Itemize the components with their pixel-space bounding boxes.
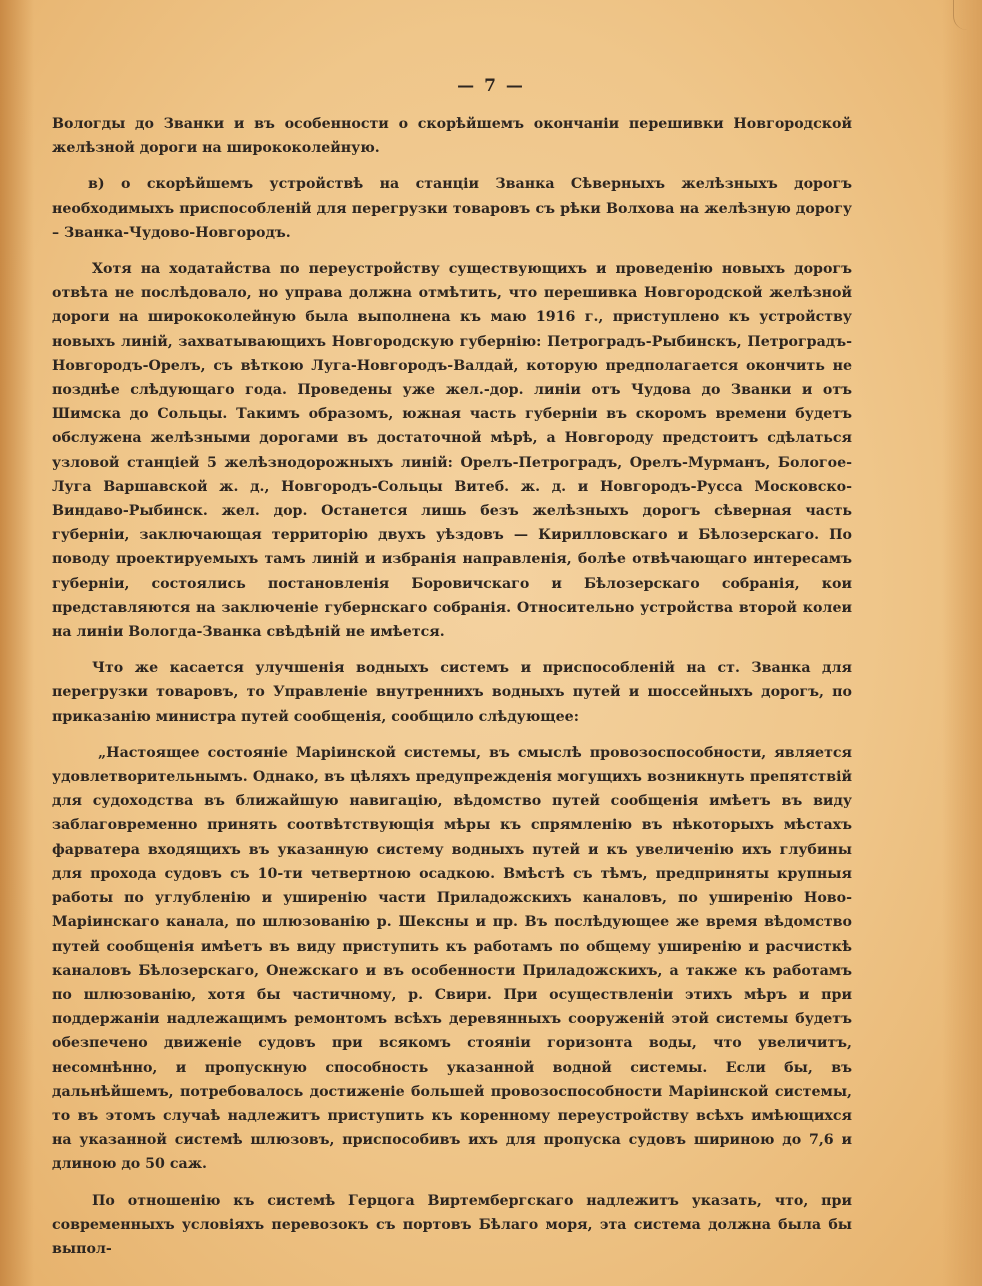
page-corner-fold (953, 0, 976, 30)
paragraph-clause-v: в) о скорѣйшемъ устройствѣ на станцiи Званка Сѣверныхъ желѣзныхъ дорогъ необходимыхъ приспособленiй для перегрузки товаровъ съ рѣки Волхова на желѣзную дорогу – Званка-Чудово-Новгородъ. (52, 176, 852, 241)
page-left-edge (0, 0, 34, 1286)
body-text (52, 112, 852, 1273)
paragraph-waterways: Что же касается улучшенiя водныхъ системъ и приспособленiй на ст. Званка для перегрузки товаровъ, то Управленiе внутреннихъ водныхъ путей и шоссейныхъ дорогъ, по приказанiю министра путей сообщенiя, сообщило слѣдующее: (52, 660, 852, 725)
page-number: — 7 — (457, 76, 525, 96)
paragraph-continuation: Вологды до Званки и въ особенности о скорѣйшемъ окончанiи перешивки Новгородской желѣзной дороги на ширококолейную. (52, 116, 852, 157)
paragraph-wurttemberg-system: По отношенiю къ системѣ Герцога Виртембергскаго надлежитъ указать, что, при современныхъ условiяхъ перевозокъ съ портовъ Бѣлаго моря, эта система должна была бы выпол- (52, 1192, 852, 1257)
paragraph-quotation: „Настоящее состоянiе Марiинской системы, въ смыслѣ провозоспособности, является удовлетворительнымъ. Однако, въ цѣляхъ предупрежденiя могущихъ возникнуть препятствiй для судоходства въ ближайшую навигацiю, вѣдомство путей сообщенiя имѣетъ въ виду заблаговременно принять соотвѣтствующiя мѣры къ спрямленiю въ нѣкоторыхъ мѣстахъ фарватера входящихъ въ указанную систему водныхъ путей и къ увеличенiю ихъ глубины для прохода судовъ съ 10-ти четвертною осадкою. Вмѣстѣ съ тѣмъ, предприняты крупныя работы по углубленiю и уширенiю части Приладожскихъ каналовъ, по уширенiю Ново-Марiинскаго канала, по шлюзованiю р. Шексны и пр. Въ послѣдующее же время вѣдомство путей сообщенiя имѣетъ въ виду приступить къ работамъ по общему уширенiю и расчисткѣ каналовъ Бѣлозерскаго, Онежскаго и въ особенности Приладожскихъ, а также къ работамъ по шлюзованiю, хотя бы частичному, р. Свири. При осуществленiи этихъ мѣръ и при поддержанiи надлежащимъ ремонтомъ всѣхъ деревянныхъ сооруженiй этой системы будетъ обезпечено движенiе судовъ при всякомъ стоянiи горизонта воды, что увеличитъ, несомнѣнно, и пропускную способность указанной водной системы. Если бы, въ дальнѣйшемъ, потребовалось достиженiе большей провозоспособности Марiинской системы, то въ этомъ случаѣ надлежитъ приступить къ коренному переустройству всѣхъ имѣющихся на указанной системѣ шлюзовъ, приспособивъ ихъ для пропуска судовъ шириною до 7,6 и длиною до 50 саж. (52, 744, 852, 1173)
paragraph-railways: Хотя на ходатайства по переустройству существующихъ и проведенiю новыхъ дорогъ отвѣта не послѣдовало, но управа должна отмѣтить, что перешивка Новгородской желѣзной дороги на ширококолейную была выполнена къ маю 1916 г., приступлено къ устройству новыхъ линiй, захватывающихъ Новгородскую губернiю: Петроградъ-Рыбинскъ, Петроградъ-Новгородъ-Орелъ, съ вѣткою Луга-Новгородъ-Валдай, которую предполагается окончить не позднѣе слѣдующаго года. Проведены уже жел.-дор. линiи отъ Чудова до Званки и отъ Шимска до Сольцы. Такимъ образомъ, южная часть губернiи въ скоромъ времени будетъ обслужена желѣзными дорогами въ достаточной мѣрѣ, а Новгороду предстоитъ сдѣлаться узловой станцiей 5 желѣзнодорожныхъ линiй: Орелъ-Петроградъ, Орелъ-Мурманъ, Бологое-Луга Варшавской ж. д., Новгородъ-Сольцы Витеб. ж. д. и Новгородъ-Русса Московско-Виндаво-Рыбинск. жел. дор. Останется лишь безъ желѣзныхъ дорогъ сѣверная часть губернiи, заключающая территорiю двухъ уѣздовъ — Кирилловскаго и Бѣлозерскаго. По поводу проектируемыхъ тамъ линiй и избранiя направленiя, болѣе отвѣчающаго интересамъ губернiи, состоялись постановленiя Боровичскаго и Бѣлозерскаго собранiя, кои представляются на заключенiе губернскаго собранiя. Относительно устройства второй колеи на линiи Вологда-Званка свѣдѣнiй не имѣется. (52, 261, 852, 641)
page-right-edge (942, 0, 982, 1286)
